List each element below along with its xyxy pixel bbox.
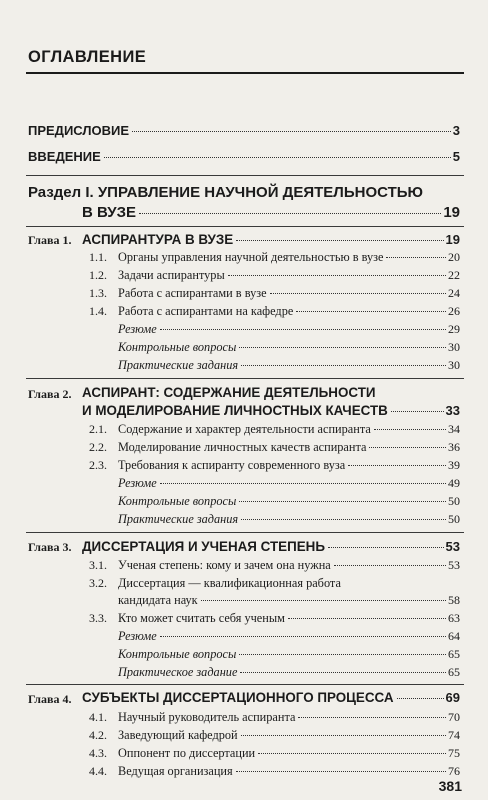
section-title: Ученая степень: кому и зачем она нужна — [118, 558, 331, 572]
chapter-title: СУБЪЕКТЫ ДИССЕРТАЦИОННОГО ПРОЦЕССА — [82, 690, 394, 705]
toc-entry-3-3[interactable] — [118, 611, 460, 626]
section-title: Научный руководитель аспиранта — [118, 710, 296, 724]
toc-entry-practical-task[interactable] — [118, 665, 460, 680]
section-number: 1.1. — [89, 250, 107, 264]
toc-entry-1-3[interactable] — [118, 286, 460, 301]
extra-title: Практические задания — [118, 512, 239, 526]
toc-entry-2-3[interactable] — [118, 458, 460, 473]
toc-entry-review-questions[interactable] — [118, 340, 460, 355]
toc-entry-4-2[interactable] — [118, 728, 460, 743]
chapter-title-line1: АСПИРАНТ: СОДЕРЖАНИЕ ДЕЯТЕЛЬНОСТИ — [82, 385, 376, 400]
section-number: 3.3. — [89, 611, 107, 625]
toc-entry-practical-tasks[interactable] — [118, 358, 460, 373]
section-number: 3.1. — [89, 558, 107, 572]
toc-entry-2-2[interactable] — [118, 440, 460, 455]
entry-page: 22 — [448, 268, 460, 282]
dot-leader — [201, 600, 446, 601]
dot-leader — [334, 565, 446, 566]
toc-entry-1-2[interactable] — [118, 268, 460, 283]
toc-entry-section-1[interactable] — [82, 204, 460, 221]
dot-leader — [236, 771, 446, 772]
section-number: 4.1. — [89, 710, 107, 724]
divider — [26, 175, 464, 176]
section-title: Кто может считать себя ученым — [118, 611, 285, 625]
entry-page: 26 — [448, 304, 460, 318]
extra-title: Контрольные вопросы — [118, 494, 237, 508]
entry-page: 19 — [445, 232, 460, 247]
dot-leader — [328, 547, 444, 548]
section-title-line2: В ВУЗЕ — [82, 204, 136, 221]
dot-leader — [391, 411, 444, 412]
entry-page: 3 — [452, 123, 460, 138]
entry-page: 34 — [448, 422, 460, 436]
section-title: Работа с аспирантами в вузе — [118, 286, 267, 300]
dot-leader — [241, 365, 446, 366]
entry-page: 65 — [448, 647, 460, 661]
section-title: Работа с аспирантами на кафедре — [118, 304, 294, 318]
entry-page: 50 — [448, 512, 460, 526]
section-number: 2.2. — [89, 440, 107, 454]
chapter-label: Глава 2. — [28, 387, 72, 401]
dot-leader — [296, 311, 446, 312]
section-title: Содержание и характер деятельности аспиранта — [118, 422, 371, 436]
entry-page: 29 — [448, 322, 460, 336]
heading-rule — [26, 72, 464, 74]
section-title: Заведующий кафедрой — [118, 728, 238, 742]
toc-entry-introduction[interactable] — [28, 149, 460, 164]
page-number: 381 — [438, 778, 462, 794]
toc-entry-review-questions[interactable] — [118, 647, 460, 662]
toc-entry-4-4[interactable] — [118, 764, 460, 779]
section-title: Задачи аспирантуры — [118, 268, 225, 282]
toc-entry-review-questions[interactable] — [118, 494, 460, 509]
section-number: 2.3. — [89, 458, 107, 472]
section-number: 2.1. — [89, 422, 107, 436]
chapter-title: ДИССЕРТАЦИЯ И УЧЕНАЯ СТЕПЕНЬ — [82, 539, 325, 554]
entry-page: 39 — [448, 458, 460, 472]
entry-page: 53 — [445, 539, 460, 554]
dot-leader — [132, 131, 451, 132]
entry-page: 53 — [448, 558, 460, 572]
toc-entry-chapter-1[interactable] — [82, 232, 460, 247]
toc-entry-2-1[interactable] — [118, 422, 460, 437]
dot-leader — [160, 483, 446, 484]
dot-leader — [240, 672, 446, 673]
dot-leader — [369, 447, 446, 448]
toc-heading: ОГЛАВЛЕНИЕ — [28, 48, 147, 66]
entry-page: 76 — [448, 764, 460, 778]
entry-page: 5 — [452, 149, 460, 164]
dot-leader — [397, 698, 444, 699]
chapter-title-line2: И МОДЕЛИРОВАНИЕ ЛИЧНОСТНЫХ КАЧЕСТВ — [82, 403, 388, 418]
extra-title: Резюме — [118, 629, 157, 643]
dot-leader — [270, 293, 446, 294]
dot-leader — [160, 329, 446, 330]
section-number: 1.2. — [89, 268, 107, 282]
dot-leader — [348, 465, 446, 466]
toc-entry-practical-tasks[interactable] — [118, 512, 460, 527]
dot-leader — [288, 618, 446, 619]
toc-entry-1-4[interactable] — [118, 304, 460, 319]
dot-leader — [258, 753, 446, 754]
extra-title: Контрольные вопросы — [118, 340, 237, 354]
divider — [26, 226, 464, 227]
toc-entry-1-1[interactable] — [118, 250, 460, 265]
entry-page: 36 — [448, 440, 460, 454]
section-title-line1: Диссертация — квалификационная работа — [118, 576, 341, 590]
section-title: Моделирование личностных качеств аспиранта — [118, 440, 367, 454]
section-title: Ведущая организация — [118, 764, 233, 778]
toc-entry-4-3[interactable] — [118, 746, 460, 761]
entry-page: 49 — [448, 476, 460, 490]
dot-leader — [228, 275, 446, 276]
section-title: Оппонент по диссертации — [118, 746, 256, 760]
entry-page: 30 — [448, 358, 460, 372]
entry-page: 30 — [448, 340, 460, 354]
dot-leader — [160, 636, 446, 637]
toc-entry-3-1[interactable] — [118, 558, 460, 573]
extra-title: Резюме — [118, 476, 157, 490]
toc-entry-chapter-4[interactable] — [82, 690, 460, 705]
toc-entry-preface[interactable] — [28, 123, 460, 138]
entry-page: 33 — [445, 403, 460, 418]
section-title-line2: кандидата наук — [118, 593, 198, 607]
section-title: Требования к аспиранту современного вуза — [118, 458, 346, 472]
chapter-label: Глава 4. — [28, 692, 72, 706]
divider — [26, 684, 464, 685]
dot-leader — [239, 347, 446, 348]
toc-entry-summary[interactable] — [118, 629, 460, 644]
entry-page: 69 — [445, 690, 460, 705]
entry-title: ВВЕДЕНИЕ — [28, 149, 101, 164]
section-title-line1: Раздел I. УПРАВЛЕНИЕ НАУЧНОЙ ДЕЯТЕЛЬНОСТЬЮ — [28, 184, 423, 201]
section-number: 4.3. — [89, 746, 107, 760]
section-title: Органы управления научной деятельностью в вузе — [118, 250, 384, 264]
entry-page: 58 — [448, 593, 460, 607]
extra-title: Контрольные вопросы — [118, 647, 237, 661]
chapter-label: Глава 3. — [28, 540, 72, 554]
entry-page: 65 — [448, 665, 460, 679]
toc-entry-summary[interactable] — [118, 322, 460, 337]
toc-entry-summary[interactable] — [118, 476, 460, 491]
entry-page: 24 — [448, 286, 460, 300]
dot-leader — [241, 519, 446, 520]
dot-leader — [139, 213, 441, 214]
toc-entry-chapter-3[interactable] — [82, 539, 460, 554]
section-number: 1.3. — [89, 286, 107, 300]
dot-leader — [241, 735, 446, 736]
entry-page: 64 — [448, 629, 460, 643]
extra-title: Резюме — [118, 322, 157, 336]
section-number: 4.4. — [89, 764, 107, 778]
entry-page: 20 — [448, 250, 460, 264]
toc-entry-chapter-2[interactable] — [82, 403, 460, 418]
entry-page: 63 — [448, 611, 460, 625]
toc-entry-3-2[interactable] — [118, 593, 460, 608]
dot-leader — [298, 717, 446, 718]
toc-entry-4-1[interactable] — [118, 710, 460, 725]
entry-page: 70 — [448, 710, 460, 724]
chapter-label: Глава 1. — [28, 233, 72, 247]
dot-leader — [374, 429, 446, 430]
divider — [26, 378, 464, 379]
section-number: 3.2. — [89, 576, 107, 590]
extra-title: Практическое задание — [118, 665, 238, 679]
entry-page: 74 — [448, 728, 460, 742]
divider — [26, 532, 464, 533]
chapter-title: АСПИРАНТУРА В ВУЗЕ — [82, 232, 234, 247]
section-number: 4.2. — [89, 728, 107, 742]
dot-leader — [104, 157, 451, 158]
entry-page: 50 — [448, 494, 460, 508]
dot-leader — [236, 240, 443, 241]
entry-title: ПРЕДИСЛОВИЕ — [28, 123, 129, 138]
entry-page: 75 — [448, 746, 460, 760]
entry-page: 19 — [443, 204, 460, 221]
section-number: 1.4. — [89, 304, 107, 318]
extra-title: Практические задания — [118, 358, 239, 372]
dot-leader — [239, 501, 446, 502]
dot-leader — [386, 257, 446, 258]
dot-leader — [239, 654, 446, 655]
